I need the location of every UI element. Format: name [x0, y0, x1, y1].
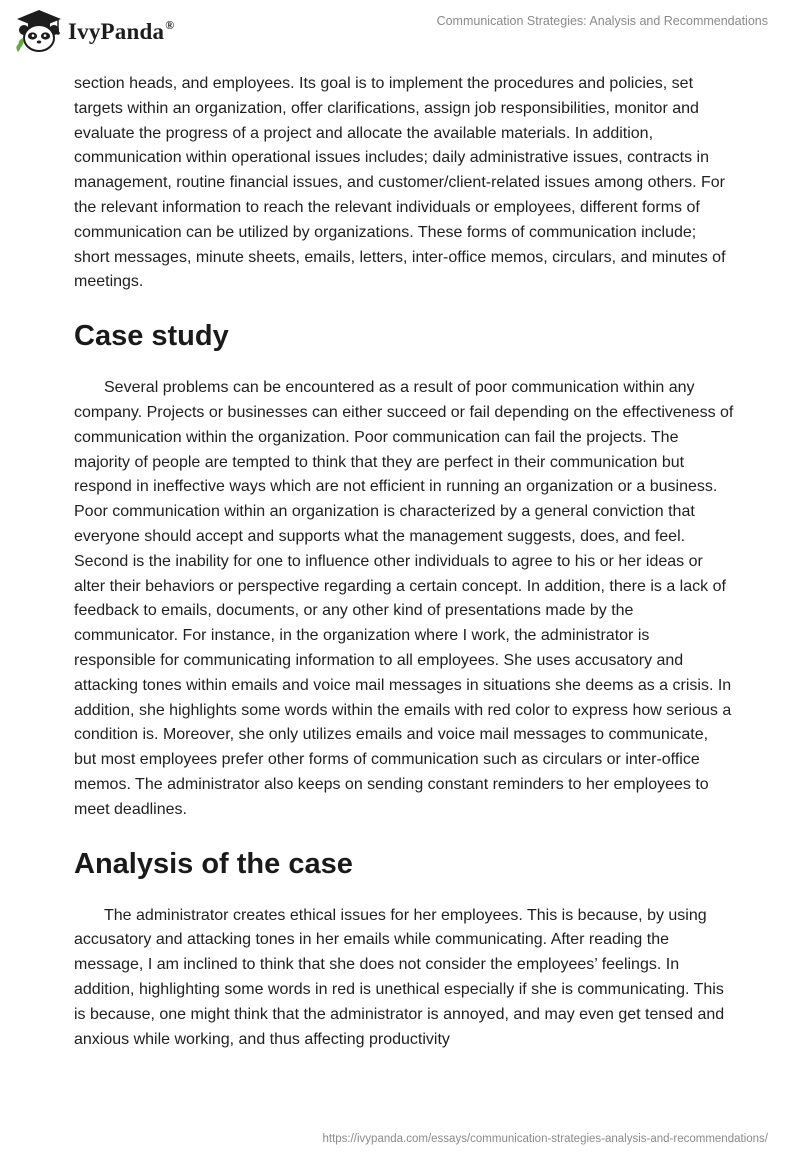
analysis-heading: Analysis of the case — [74, 847, 353, 880]
intro-paragraph: section heads, and employees. Its goal is to implement the procedures and policies, set targets within an organization, offer clarifications, assign job responsibilities, monitor and evaluate the progress of a project and allocate the available materials. In addition, communication within operational issues includes; daily administrative issues, contracts in management, routine financial issues, and customer/client-related issues among others. For the relevant information to reach the relevant individuals or employees, different forms of communication can be utilized by organizations. These forms of communication include; short messages, minute sheets, emails, letters, inter-office memos, circulars, and minutes of meetings. — [74, 75, 726, 291]
analysis-paragraph: The administrator creates ethical issues for her employees. This is because, by using accusatory and attacking tones in her emails while communicating. After reading the message, I am inclined to think that she does not consider the employees’ feelings. In addition, highlighting some words in red is unethical especially if she is communicating. This is because, one might think that the administrator is annoyed, and may even get tensed and anxious while working, and thus affecting productivity — [74, 906, 725, 1048]
panda-graduate-icon — [14, 8, 64, 54]
source-url[interactable]: https://ivypanda.com/essays/communication-strategies-analysis-and-recommendations/ — [322, 1133, 768, 1145]
case-study-paragraph: Several problems can be encountered as a result of poor communication within any company. Projects or businesses can either succeed or fail depending on the effectiveness of communication within the organization. Poor communication can fail the projects. The majority of people are tempted to think that they are perfect in their communication but respond in ineffective ways which are not efficient in running an organization or a business. Poor communication within an organization is characterized by a general conviction that everyone should accept and supports what the management suggests, does, and feel. Second is the inability for one to influence other individuals to agree to his or her ideas or alter their behaviors or perspective regarding a certain concept. In addition, there is a lack of feedback to emails, documents, or any other kind of presentations made by the communicator. For instance, in the organization where I work, the administrator is responsible for communicating information to all employees. She uses accusatory and attacking tones within emails and voice mail messages in situations she deems as a crisis. In addition, she highlights some words within the emails with red color to express how serious a condition is. Moreover, she only utilizes emails and voice mail messages to communicate, but most employees prefer other forms of communication such as circulars or inter-office memos. The administrator also keeps on sending constant reminders to her employees to meet deadlines. — [74, 379, 734, 818]
essay-content — [74, 72, 734, 1052]
document-title: Communication Strategies: Analysis and Recommendations — [436, 14, 768, 28]
case-study-heading: Case study — [74, 320, 229, 353]
brand-name: IvyPanda® — [68, 17, 175, 44]
ivypanda-logo[interactable] — [14, 8, 174, 54]
page-header — [0, 0, 800, 60]
